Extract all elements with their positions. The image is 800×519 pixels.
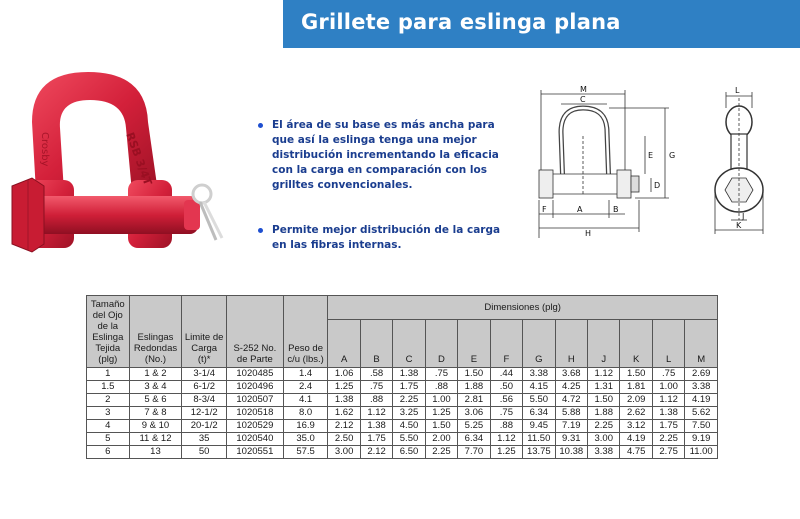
table-cell: 2.25 (588, 420, 620, 433)
table-cell: 12-1/2 (182, 407, 227, 420)
table-cell: 1.25 (490, 446, 522, 459)
table-cell: 1 & 2 (129, 368, 182, 381)
table-cell: 4.25 (555, 381, 587, 394)
table-cell: 1.12 (652, 394, 684, 407)
table-cell: 6.34 (523, 407, 555, 420)
table-cell: 3.68 (555, 368, 587, 381)
header-peso: Peso de c/u (lbs.) (283, 296, 328, 368)
table-cell: 11 & 12 (129, 433, 182, 446)
table-cell: 1020529 (226, 420, 283, 433)
table-cell: 2.12 (328, 420, 360, 433)
table-cell: 9.19 (685, 433, 718, 446)
dim-label-h: H (585, 229, 592, 238)
header-dim-d: D (425, 320, 457, 368)
table-cell: 3.25 (393, 407, 425, 420)
table-cell: 1.62 (328, 407, 360, 420)
table-cell: 1.31 (588, 381, 620, 394)
table-cell: 2.50 (328, 433, 360, 446)
table-cell: 1.00 (425, 394, 457, 407)
bullet-icon (258, 123, 263, 128)
table-cell: 1.12 (490, 433, 522, 446)
table-cell: 5.25 (458, 420, 490, 433)
header-dim-m: M (685, 320, 718, 368)
table-cell: .75 (360, 381, 392, 394)
table-row (87, 433, 718, 446)
table-cell: 1.50 (425, 420, 457, 433)
table-cell: 1020485 (226, 368, 283, 381)
header-dim-j: J (588, 320, 620, 368)
table-cell: .75 (490, 407, 522, 420)
table-cell: 50 (182, 446, 227, 459)
table-cell: 3.00 (588, 433, 620, 446)
table-cell: 1020551 (226, 446, 283, 459)
table-cell: 3 & 4 (129, 381, 182, 394)
header-s252: S-252 No. de Parte (226, 296, 283, 368)
table-row (87, 407, 718, 420)
table-cell: 1.81 (620, 381, 652, 394)
table-cell: 4.19 (685, 394, 718, 407)
table-cell: 4.75 (620, 446, 652, 459)
table-cell: 2.00 (425, 433, 457, 446)
table-cell: 1.75 (393, 381, 425, 394)
table-cell: 4.19 (620, 433, 652, 446)
table-cell: .88 (490, 420, 522, 433)
feature-item (258, 118, 508, 193)
table-cell: 5 (87, 433, 130, 446)
table-cell: .44 (490, 368, 522, 381)
dim-label-a: A (577, 205, 583, 214)
table-cell: 7.19 (555, 420, 587, 433)
table-cell: 1020507 (226, 394, 283, 407)
table-cell: 1.75 (652, 420, 684, 433)
table-cell: 20-1/2 (182, 420, 227, 433)
table-cell: 3.12 (620, 420, 652, 433)
table-cell: 3 (87, 407, 130, 420)
embossed-text: RSB 3/4T (123, 130, 155, 188)
header-limite: Limite de Carga (t)* (182, 296, 227, 368)
table-cell: 1.75 (360, 433, 392, 446)
table-cell: 9.45 (523, 420, 555, 433)
table-cell: 5.62 (685, 407, 718, 420)
table-cell: .56 (490, 394, 522, 407)
dim-label-c: C (580, 95, 586, 104)
table-cell: 11.00 (685, 446, 718, 459)
table-cell: .75 (652, 368, 684, 381)
table-cell: 3.00 (328, 446, 360, 459)
table-cell: 1 (87, 368, 130, 381)
header-dim-l: L (652, 320, 684, 368)
table-cell: 1.12 (588, 368, 620, 381)
table-cell: 16.9 (283, 420, 328, 433)
dim-label-d: D (654, 181, 661, 190)
table-row (87, 446, 718, 459)
table-cell: .88 (425, 381, 457, 394)
table-cell: 1020496 (226, 381, 283, 394)
header-dim-b: B (360, 320, 392, 368)
table-cell: 5.50 (393, 433, 425, 446)
table-cell: 35 (182, 433, 227, 446)
table-cell: 1.38 (393, 368, 425, 381)
table-cell: 1020540 (226, 433, 283, 446)
table-cell: 10.38 (555, 446, 587, 459)
dim-label-m: M (580, 85, 587, 94)
table-cell: 2.4 (283, 381, 328, 394)
table-cell: 13.75 (523, 446, 555, 459)
table-cell: 1.12 (360, 407, 392, 420)
dim-label-j: J (742, 212, 745, 221)
table-cell: 1.88 (458, 381, 490, 394)
table-cell: 4.1 (283, 394, 328, 407)
table-cell: 2.09 (620, 394, 652, 407)
table-cell: 2.81 (458, 394, 490, 407)
table-cell: .58 (360, 368, 392, 381)
table-row (87, 368, 718, 381)
bullet-icon (258, 228, 263, 233)
table-cell: 2.25 (652, 433, 684, 446)
header-eslingas: Eslingas Redondas (No.) (129, 296, 182, 368)
table-cell: 6.50 (393, 446, 425, 459)
header-dimensiones: Dimensiones (plg) (328, 296, 718, 320)
table-cell: 1.25 (328, 381, 360, 394)
dim-label-g: G (669, 151, 676, 160)
table-cell: 1.50 (458, 368, 490, 381)
table-cell: 6 (87, 446, 130, 459)
table-cell: 5.50 (523, 394, 555, 407)
table-cell: 35.0 (283, 433, 328, 446)
table-cell: 1.25 (425, 407, 457, 420)
header-dim-a: A (328, 320, 360, 368)
table-cell: 2.12 (360, 446, 392, 459)
page-title: Grillete para eslinga plana (301, 10, 621, 34)
table-cell: 6.34 (458, 433, 490, 446)
table-cell: 1.00 (652, 381, 684, 394)
table-cell: 2.25 (393, 394, 425, 407)
table-cell: 9.31 (555, 433, 587, 446)
header-dim-e: E (458, 320, 490, 368)
table-cell: .88 (360, 394, 392, 407)
table-row (87, 394, 718, 407)
table-cell: 1.38 (328, 394, 360, 407)
dim-label-b: B (613, 205, 619, 214)
header-dim-g: G (523, 320, 555, 368)
table-cell: 13 (129, 446, 182, 459)
dimension-diagram (525, 78, 795, 246)
table-cell: 1.06 (328, 368, 360, 381)
header-dim-f: F (490, 320, 522, 368)
feature-text: Permite mejor distribución de la carga en las fibras internas. (272, 224, 501, 251)
dim-label-k: K (736, 221, 742, 230)
table-cell: 2.75 (652, 446, 684, 459)
table-cell: 8-3/4 (182, 394, 227, 407)
table-cell: 7.70 (458, 446, 490, 459)
table-cell: 6-1/2 (182, 381, 227, 394)
header-tamano: Tamaño del Ojo de la Eslinga Tejida (plg) (87, 296, 130, 368)
table-cell: 3-1/4 (182, 368, 227, 381)
table-row (87, 420, 718, 433)
svg-text:Crosby: Crosby (39, 132, 50, 167)
shackle-photo (8, 62, 248, 262)
table-cell: 5.88 (555, 407, 587, 420)
table-cell: 1.38 (652, 407, 684, 420)
table-cell: 2.69 (685, 368, 718, 381)
table-cell: 1020518 (226, 407, 283, 420)
table-cell: 4.15 (523, 381, 555, 394)
table-cell: 1.5 (87, 381, 130, 394)
header-dim-c: C (393, 320, 425, 368)
feature-item (258, 223, 508, 253)
specs-table (86, 295, 718, 459)
table-cell: 5 & 6 (129, 394, 182, 407)
table-cell: 57.5 (283, 446, 328, 459)
table-cell: .75 (425, 368, 457, 381)
feature-list (258, 118, 508, 253)
table-cell: 8.0 (283, 407, 328, 420)
table-cell: 1.50 (588, 394, 620, 407)
table-cell: 3.06 (458, 407, 490, 420)
dim-label-f: F (542, 205, 547, 214)
table-cell: 1.4 (283, 368, 328, 381)
table-cell: 4.72 (555, 394, 587, 407)
table-cell: 7.50 (685, 420, 718, 433)
table-cell: 2 (87, 394, 130, 407)
title-banner (283, 0, 800, 48)
table-cell: 11.50 (523, 433, 555, 446)
table-cell: 1.50 (620, 368, 652, 381)
table-cell: 1.38 (360, 420, 392, 433)
table-cell: 4 (87, 420, 130, 433)
table-cell: 3.38 (685, 381, 718, 394)
dim-label-l: L (735, 86, 740, 95)
dim-label-e: E (648, 151, 654, 160)
table-cell: 2.62 (620, 407, 652, 420)
table-cell: 1.88 (588, 407, 620, 420)
feature-text: El área de su base es más ancha para que así la eslinga tenga una mejor distribución incrementando la eficacia con la carga en comparación con los grilltes convencionales. (272, 119, 499, 191)
table-cell: 3.38 (523, 368, 555, 381)
table-cell: 3.38 (588, 446, 620, 459)
table-cell: 4.50 (393, 420, 425, 433)
table-cell: .50 (490, 381, 522, 394)
header-dim-k: K (620, 320, 652, 368)
table-cell: 9 & 10 (129, 420, 182, 433)
header-dim-h: H (555, 320, 587, 368)
table-row (87, 381, 718, 394)
table-cell: 2.25 (425, 446, 457, 459)
table-cell: 7 & 8 (129, 407, 182, 420)
